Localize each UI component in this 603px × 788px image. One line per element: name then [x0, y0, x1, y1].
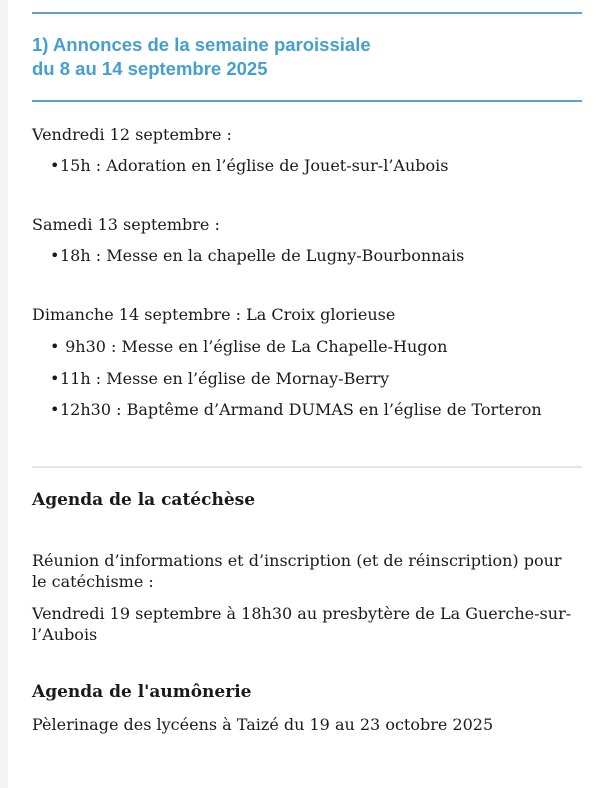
bullet-icon: • [50, 400, 60, 419]
section-title [32, 33, 582, 81]
bullet-icon: • [50, 369, 60, 388]
catechese-intro: Réunion d’informations et d’inscription (et de réinscription) pour le catéchisme : [32, 551, 562, 591]
schedule-item: •18h : Messe en la chapelle de Lugny-Bourbonnais [50, 246, 465, 265]
schedule-item: •12h30 : Baptême d’Armand DUMAS en l’église de Torteron [50, 400, 542, 419]
catechese-heading: Agenda de la catéchèse [32, 490, 256, 510]
bullet-icon: • [50, 337, 60, 356]
top-divider [32, 12, 582, 14]
title-divider [32, 100, 582, 102]
bullet-icon: • [50, 246, 60, 265]
day-heading-friday: Vendredi 12 septembre : [32, 125, 232, 144]
aumonerie-detail: Pèlerinage des lycéens à Taizé du 19 au 23 octobre 2025 [32, 715, 494, 734]
section-divider [32, 466, 582, 468]
section-title-line-2: du 8 au 14 septembre 2025 [32, 58, 268, 79]
newsletter-page [8, 0, 603, 788]
schedule-item: •15h : Adoration en l’église de Jouet-sur-l’Aubois [50, 156, 449, 175]
schedule-item: •11h : Messe en l’église de Mornay-Berry [50, 369, 390, 388]
schedule-item: • 9h30 : Messe en l’église de La Chapelle-Hugon [50, 337, 448, 356]
catechese-detail: Vendredi 19 septembre à 18h30 au presbytère de La Guerche-sur-l’Aubois [32, 604, 572, 644]
aumonerie-heading: Agenda de l'aumônerie [32, 682, 252, 702]
day-heading-saturday: Samedi 13 septembre : [32, 215, 220, 234]
day-heading-sunday: Dimanche 14 septembre : La Croix glorieuse [32, 305, 396, 324]
section-title-line-1: 1) Annonces de la semaine paroissiale [32, 34, 371, 55]
bullet-icon: • [50, 156, 60, 175]
